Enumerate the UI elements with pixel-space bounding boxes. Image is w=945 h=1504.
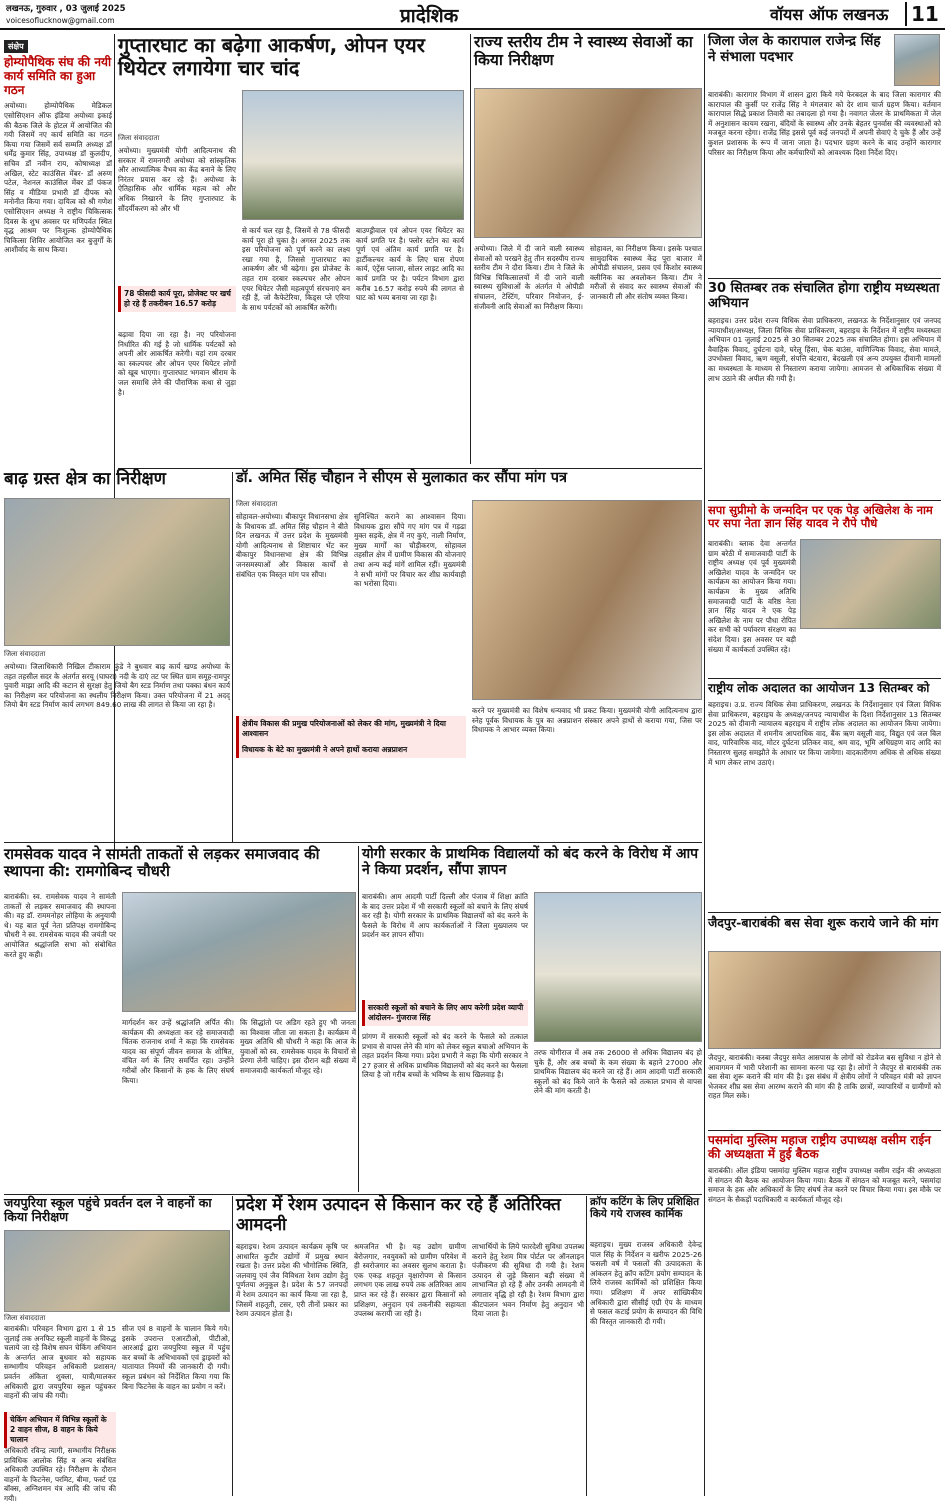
bus-body: जैदपुर, बाराबंकी। कस्बा जैदपुर समेत आसपास के लोगों को रोडवेज बस सुविधा न होने से आवागमन में भारी परेशानी का सामना करना पड़ रहा है। लोगों ने जैदपुर से बाराबंकी तक बस सेवा शुरू कराने की मांग की है। इस संबंध में क्षेत्रीय लोगों ने परिवहन मंत्री को ज्ञापन भेजकर शीघ्र बस सेवा आरम्भ कराने की मांग की है ताकि छात्रों, व्यापारियों व ग्रामीणों को राहत मिल सके। bbox=[708, 1053, 941, 1101]
resham-article bbox=[236, 1196, 584, 1496]
jaipuria-headline: जयपुरिया स्कूल पहुंचे प्रवर्तन दल ने वाहनों का किया निरीक्षण bbox=[4, 1195, 212, 1225]
aap-body-2: प्रांगण में सरकारी स्कूलों को बंद करने के फैसले को तत्काल प्रभाव से वापस लेने की मांग को लेकर स्कूल बचाओ अभियान के तहत प्रदर्शन किया गया। प्रदेश प्रभारी ने कहा कि योगी सरकार ने 27 हजार से अधिक प्राथमिक विद्यालयों को बंद करने का फैसला लिया है जो गरीब बच्चों के भविष्य के साथ खिलवाड़ है। bbox=[362, 1032, 528, 1080]
brief-column bbox=[4, 34, 112, 489]
page-number: 11 bbox=[905, 2, 939, 26]
resham-headline: प्रदेश में रेशम उत्पादन से किसान कर रहे हैं अतिरिक्त आमदनी bbox=[236, 1195, 561, 1235]
pasmanda-article bbox=[708, 1130, 941, 1496]
guptar-body-3: से कार्य चल रहा है, जिसमें से 78 फीसदी कार्य पूरा हो चुका है। अगस्त 2025 तक इस परियोजना को पूर्ण करने का लक्ष्य रखा गया है, जिससे गुप्तारघाट का आकर्षण और भी बढ़ेगा। इस प्रोजेक्ट के तहत राम दरबार स्कल्पचर और ओपन एयर थियेटर जैसी महत्वपूर्ण संरचनाएं बन रही हैं, जो कैफेटेरिया, किड्स प्ले एरिया के साथ पर्यटकों को आकर्षित करेंगी। bbox=[242, 226, 350, 312]
mediation-headline: 30 सितम्बर तक संचालित होगा राष्ट्रीय मध्यस्थता अभियान bbox=[708, 281, 940, 311]
guptar-dateline: जिला संवाददाता bbox=[118, 134, 160, 142]
aap-photo bbox=[534, 892, 702, 1042]
lokadalat-body: बहराइच। उ.प्र. राज्य विधिक सेवा प्राधिकरण, लखनऊ के निर्देशानुसार एवं जिला विधिक सेवा प्राधिकरण, बहराइच के अध्यक्ष/जनपद न्यायाधीश के दिशा निर्देशानुसार 13 सितम्बर 2025 को दीवानी न्यायालय बहराइच में राष्ट्रीय लोक अदालत का आयोजन किया जायेगा। इस लोक अदालत में शमनीय आपराधिक वाद, बैंक ऋण वसूली वाद, विद्युत एवं जल बिल वाद, पारिवारिक वाद, मोटर दुर्घटना प्रतिकर वाद, श्रम वाद, भूमि अधिग्रहण वाद आदि का निस्तारण सुलह समझौते के आधार पर किया जायेगा। वादकारीगण अधिक से अधिक संख्या में भाग लेकर लाभ उठाएं। bbox=[708, 700, 941, 767]
paper-name: वॉयस ऑफ लखनऊ bbox=[770, 5, 889, 24]
jaipuria-body-2: अधिकारी रविन्द्र त्यागी, सम्भागीय निरीक्षक प्राविधिक आलोक सिंह व अन्य संबंधित अधिकारी उपस्थित रहे। निरीक्षण के दौरान वाहनों के फिटनेस, परमिट, बीमा, फर्स्ट एड बॉक्स, अग्निशमन यंत्र आदि की जांच की गयी। bbox=[4, 1446, 116, 1503]
guptar-headline: गुप्तारघाट का बढ़ेगा आकर्षण, ओपन एयर थियेटर लगायेगा चार चांद bbox=[118, 33, 425, 80]
brief-headline: होम्योपैथिक संघ की नयी कार्य समिति का हुआ गठन bbox=[4, 55, 112, 97]
crop-body: बहराइच। मुख्य राजस्व अधिकारी देवेन्द्र पाल सिंह के निर्देशन व खरीफ 2025-26 फसली वर्ष में फसलों की उत्पादकता के आंकलन हेतु क्रॉप कटिंग प्रयोग सम्पादन के लिये राजस्व कार्मिकों को प्रशिक्षित किया गया। प्रशिक्षण में अपर सांख्यिकीय अधिकारी द्वारा सीसीई एग्री ऐप के माध्यम से फसल कटाई प्रयोग के सम्पादन की विधि की विस्तृत जानकारी दी गयी। bbox=[590, 1240, 702, 1326]
samajwad-photo bbox=[122, 892, 356, 1012]
guptar-body-2: बढ़ावा दिया जा रहा है। नए परियोजना निर्धारित की गई है जो धार्मिक पर्यटकों को अपनी ओर आकर्षित करेगी। यहां राम दरबार का स्कल्पचर और ओपन एयर थियेटर लोगों को खूब भाएगा। गुप्तारघाट भगवान श्रीराम के जल समाधि लेने की पौराणिक कथा से जुड़ा है। bbox=[118, 330, 236, 397]
bus-article bbox=[708, 912, 941, 1126]
amit-callout-1: क्षेत्रीय विकास की प्रमुख परियोजनाओं को लेकर की मांग, मुख्यमंत्री ने दिया आश्वासन bbox=[236, 716, 466, 742]
amit-dateline: जिला संवाददाता bbox=[236, 500, 278, 508]
aap-body-3: तरफ योगीराज में अब तक 26000 से अधिक विद्यालय बंद हो चुके हैं, और अब बच्चों के कम संख्या के बहाने 27000 और प्राथमिक विद्यालय बंद करने जा रहे हैं। आम आदमी पार्टी सरकारी स्कूलों को बंद किये जाने के फैसले को तत्काल प्रभाव से वापस लेने की मांग करती है। bbox=[534, 1048, 702, 1096]
jail-officer-photo bbox=[894, 34, 940, 86]
crop-article bbox=[590, 1196, 702, 1496]
flood-photo bbox=[4, 498, 230, 646]
jaipuria-body-1: बाराबंकी। परिवहन विभाग द्वारा 1 से 15 जुलाई तक अनफिट स्कूली वाहनों के विरुद्ध चलाये जा रहे विशेष सघन चेकिंग अभियान के अन्तर्गत आज बुधवार को सहायक सम्भागीय परिवहन अधिकारी प्रशासन/प्रवर्तन अंकिता शुक्ला, यात्री/मालकर अधिकारी द्वारा जयपुरिया स्कूल पहुंचकर वाहनों की जांच की गयी। bbox=[4, 1324, 116, 1401]
aap-body-1: बाराबंकी। आम आदमी पार्टी दिल्ली और पंजाब में शिक्षा क्रांति के बाद उत्तर प्रदेश में भी सरकारी स्कूलों को बचाने के लिए संघर्ष कर रही है। योगी सरकार के प्राथमिक विद्यालयों को बंद करने के फैसले के विरोध में आप कार्यकर्ताओं ने जिला मुख्यालय पर प्रदर्शन कर ज्ञापन सौंपा। bbox=[362, 892, 528, 940]
sapa-article bbox=[708, 500, 941, 672]
flood-article bbox=[4, 470, 230, 840]
guptar-article bbox=[118, 34, 468, 469]
brief-tag: संक्षेप bbox=[4, 40, 28, 53]
lokadalat-article bbox=[708, 678, 941, 908]
bus-headline: जैदपुर-बाराबंकी बस सेवा शुरू कराये जाने की मांग bbox=[708, 915, 939, 930]
jaipuria-article bbox=[4, 1195, 230, 1503]
health-photo bbox=[474, 88, 702, 238]
pasmanda-body: बाराबंकी। ऑल इंडिया पसमांदा मुस्लिम महाज राष्ट्रीय उपाध्यक्ष वसीम राईन की अध्यक्षता में संगठन की बैठक का आयोजन किया गया। बैठक में संगठन को मजबूत करने, पसमांदा समाज के हक और अधिकारों के लिए संघर्ष तेज करने पर विचार किया गया। इस मौके पर संगठन के सैकड़ों पदाधिकारी व कार्यकर्ता मौजूद रहे। bbox=[708, 1166, 941, 1204]
resham-body-3: लाभार्थियों के लिये फारदेशी सुविधा उपलब्ध कराने हेतु रेशम मित्र पोर्टल पर ऑनलाइन पंजीकरण की सुविधा दी गयी है। रेशम उत्पादन से जुड़े किसान बड़ी संख्या में लाभान्वित हो रहे हैं और उनकी आमदनी में लगातार वृद्धि हो रही है। रेशम विभाग द्वारा कीटपालन भवन निर्माण हेतु अनुदान भी दिया जाता है। bbox=[472, 1242, 584, 1319]
guptar-body-4: बाउण्ड्रीवाल एवं ओपन एयर थियेटर का कार्य प्रगति पर है। फ्लोर स्टोन का कार्य पूर्ण एवं अंतिम कार्य प्रगति पर है। हार्टीकल्चर कार्य के लिए घास रोपण कार्य, एंट्रेंस प्लाजा, सोलर लाइट आदि का कार्य प्रगति पर है। पर्यटन विभाग द्वारा करीब 16.57 करोड़ रुपये की लागत से घाट को भव्य बनाया जा रहा है। bbox=[356, 226, 464, 303]
jail-article bbox=[708, 34, 941, 274]
email: voicesoflucknow@gmail.com bbox=[6, 16, 115, 25]
health-body-1: अयोध्या। जिले में दी जाने वाली स्वास्थ्य सेवाओं को परखने हेतु तीन सदस्यीय राज्य स्तरीय टीम ने दौरा किया। टीम ने जिले के विभिन्न चिकित्सालयों में दी जाने वाली स्वास्थ्य सुविधाओं के अंतर्गत मे ओपीडी संचालन, टेस्टिंग, परिवार नियोजन, ई-संजीवनी आदि सेवाओं का निरीक्षण किया। bbox=[474, 244, 584, 311]
aap-article bbox=[362, 846, 702, 1192]
amit-article bbox=[236, 470, 702, 840]
amit-body-1: सोहावल-अयोध्या। बीकापुर विधानसभा क्षेत्र के विधायक डॉ. अमित सिंह चौहान ने बीते दिन लखनऊ में उत्तर प्रदेश के मुख्यमंत्री योगी आदित्यनाथ से शिष्टाचार भेंट कर बीकापुर विधानसभा क्षेत्र की विभिन्न जनसमस्याओं और विकास कार्यों से संबंधित एक विस्तृत मांग पत्र सौंपा। bbox=[236, 512, 348, 579]
jaipuria-photo bbox=[4, 1230, 230, 1312]
flood-caption: जिला संवाददाता bbox=[4, 650, 46, 658]
resham-body-2: श्रमजनित भी है। यह उद्योग ग्रामीण बेरोजगार, नवयुवकों को ग्रामीण परिवेश में ही स्वरोजगार का अवसर सुलभ कराता है। एक एकड़ शहतूत वृक्षारोपण से किसान लगभग एक लाख रुपये तक अतिरिक्त आय प्राप्त कर रहे हैं। सरकार द्वारा किसानों को प्रशिक्षण, अनुदान एवं तकनीकी सहायता उपलब्ध करायी जा रही है। bbox=[354, 1242, 466, 1319]
sapa-photo bbox=[800, 539, 941, 629]
section-title: प्रादेशिक bbox=[400, 5, 459, 27]
jaipuria-caption: जिला संवाददाता bbox=[4, 1314, 46, 1322]
jail-body: बाराबंकी। कारागार विभाग में शासन द्वारा किये गये फेरबदल के बाद जिला कारागार की कारापाल की कुर्सी पर राजेंद्र सिंह ने मंगलवार को देर शाम चार्ज ग्रहण किया। वर्तमान कारापाल सिद्धे प्रकाश तिवारी का तबादला हो गया है। नवागत जेलर के प्राथमिकता में जेल में अनुशासन कायम रखना, बंदियों के स्वास्थ्य और उनके बेहतर पुनर्वास की व्यवस्थाओं को मजबूत करना रहेगा। राजेंद्र सिंह इससे पूर्व कई जनपदों में अपनी सेवाएं दे चुके हैं और उन्हें कुशल प्रशासक के रूप में जाना जाता है। पदभार ग्रहण करने के बाद उन्होंने कारागार परिसर का निरीक्षण किया और कर्मचारियों को आवश्यक दिशा निर्देश दिए। bbox=[708, 90, 941, 157]
amit-body-2: सुनिश्चित कराने का आश्वासन दिया। विधायक द्वारा सौंपे गए मांग पत्र में गड़ढा मुक्त सड़कें, क्षेत्र में नए कुएं, नाली निर्माण, मुख्य मार्गों का चौड़ीकरण, सोहावल तहसील क्षेत्र में ग्रामीण विकास की योजनाएं तथा अन्य कई मांगें शामिल रहीं। मुख्यमंत्री ने सभी मांगों पर विचार कर शीघ्र कार्यवाही का भरोसा दिया। bbox=[354, 512, 466, 589]
jaipuria-callout: चेकिंग अभियान में विभिन्न स्कूलों के 2 वाहन सीज, 8 वाहन के किये चालान bbox=[4, 1412, 116, 1448]
crop-headline: क्रॉप कटिंग के लिए प्रशिक्षित किये गये राजस्व कार्मिक bbox=[590, 1196, 700, 1221]
brief-body: अयोध्या। होम्योपैथिक मेडिकल एसोसिएशन ऑफ इंडिया अयोध्या इकाई की बैठक जिले के होटल में आयोजित की गयी जिसमें नए कार्य समिति का गठन किया गया जिसमें सर्व सम्मति अध्यक्ष डॉ धर्मेंद्र कुमार सिंह, उपाध्यक्ष डॉ कुलदीप, सचिव डॉ नवीन राय, कोषाध्यक्ष डॉ अखिल, स्टेट काउंसिल मेंबर- डॉ अरुण पटेल, नेशनल काउंसिल मेंबर डॉ पंकज सिंह व मीडिया प्रभारी डॉ दीपक को मनोनीत किया गया। दायित्व को श्री गणेश एसोसिएशन अध्यक्ष ने राष्ट्रीय चिकित्सक दिवस के शुभ अवसर पर मणिपर्वत स्थित वृद्ध आश्रम पर निःशुल्क होम्योपैथिक चिकित्सा शिविर आयोजित कर बुजुर्गों के आशीर्वाद के साथ किया। bbox=[4, 101, 112, 255]
date-line: लखनऊ, गुरुवार , 03 जुलाई 2025 bbox=[6, 4, 126, 14]
health-body-2: सोहावल, का निरीक्षण किया। इसके पश्चात सामुदायिक स्वास्थ्य केंद्र पूरा बाजार में ओपीडी संचालन, प्रसव एवं किशोर स्वास्थ्य क्लीनिक का अवलोकन किया। टीम ने मरीजों से संवाद कर स्वास्थ्य सेवाओं की जानकारी ली और संतोष व्यक्त किया। bbox=[590, 244, 702, 301]
jaipuria-body-3: सीज एवं 8 वाहनों के चालान किये गये। इसके उपरान्त एआरटीओ, पीटीओ, आरआई द्वारा जयपुरिया स्कूल में पहुंच कर बच्चों के अभिभावकों एवं ड्राइवरों को यातायात नियमों की जानकारी दी गयी। स्कूल प्रबंधन को निर्देशित किया गया कि बिना फिटनेस के वाहन का प्रयोग न करें। bbox=[122, 1324, 230, 1391]
samajwad-body-3: कि सिद्धांतो पर अडिग रहते हुए भी जनता का विश्वास जीता जा सकता है। कार्यक्रम में मुख्य अतिथि श्री चौधरी ने कहा कि आज के युवाओं को स्व. रामसेवक यादव के विचारों से प्रेरणा लेनी चाहिए। इस दौरान बड़ी संख्या में समाजवादी कार्यकर्ता मौजूद रहे। bbox=[240, 1018, 356, 1075]
lokadalat-headline: राष्ट्रीय लोक अदालत का आयोजन 13 सितम्बर को bbox=[708, 681, 930, 695]
mediation-body: बहराइच। उत्तर प्रदेश राज्य विधिक सेवा प्राधिकरण, लखनऊ के निर्देशानुसार एवं जनपद न्यायाधीश/अध्यक्ष, जिला विधिक सेवा प्राधिकरण, बहराइच के निर्देशन में राष्ट्रीय मध्यस्थता अभियान 01 जुलाई 2025 से 30 सितम्बर 2025 तक संचालित होगा। इस अभियान में वैवाहिक विवाद, दुर्घटना दावे, घरेलू हिंसा, चेक बाउंस, वाणिज्यिक विवाद, सेवा मामले, उपभोक्ता विवाद, ऋण वसूली, संपत्ति बंटवारा, बेदखली एवं अन्य उपयुक्त दीवानी मामलों का मध्यस्थता के माध्यम से निस्तारण कराया जायेगा। आमजन से अधिकाधिक संख्या में लाभ उठाने की अपील की गयी है। bbox=[708, 316, 941, 383]
samajwad-body-2: मार्गदर्शन कर उन्हें श्रद्धांजलि अर्पित की। कार्यक्रम की अध्यक्षता कर रहे समाजवादी चिंतक राजनाथ शर्मा ने कहा कि रामसेवक यादव का संपूर्ण जीवन समाज के शोषित, वंचित वर्ग के लिए समर्पित रहा। उन्होंने गरीबों और किसानों के हक के लिए संघर्ष किया। bbox=[122, 1018, 234, 1085]
amit-body-3: करने पर मुख्यमंत्री का विशेष धन्यवाद भी प्रकट किया। मुख्यमंत्री योगी आदित्यनाथ द्वारा स्नेह पूर्वक विधायक के पुत्र का अन्नप्राशन संस्कार अपने हाथों से कराया गया, जिस पर विधायक ने आभार व्यक्त किया। bbox=[472, 706, 702, 735]
health-headline: राज्य स्तरीय टीम ने स्वास्थ्य सेवाओं का किया निरीक्षण bbox=[474, 33, 693, 69]
health-article bbox=[474, 34, 702, 469]
aap-callout: सरकारी स्कूलों को बचाने के लिए आप करेगी प्रदेश व्यापी आंदोलन- गुंजराज सिंह bbox=[362, 1000, 528, 1026]
sapa-body: बाराबंकी। ब्लाक देवा अन्तर्गत ग्राम बरेठी में समाजवादी पार्टी के राष्ट्रीय अध्यक्ष एवं पूर्व मुख्यमंत्री अखिलेश यादव के जन्मदिन पर कार्यक्रम का आयोजन किया गया। कार्यक्रम के मुख्य अतिथि समाजवादी पार्टी के वरिष्ठ नेता ज्ञान सिंह यादव ने एक पेड़ अखिलेश के नाम पर पौधा रोपित कर सभी को पर्यावरण संरक्षण का संदेश दिया। इस अवसर पर बड़ी संख्या में कार्यकर्ता उपस्थित रहे। bbox=[708, 539, 796, 654]
amit-photo bbox=[472, 500, 702, 700]
mediation-article bbox=[708, 278, 941, 496]
flood-headline: बाढ़ ग्रस्त क्षेत्र का निरीक्षण bbox=[4, 469, 166, 489]
samajwad-headline: रामसेवक यादव ने सामंती ताकतों से लड़कर समाजवाद की स्थापना की: रामगोबिन्द चौधरी bbox=[4, 845, 320, 881]
sapa-headline: सपा सुप्रीमो के जन्मदिन पर एक पेड़ अखिलेश के नाम पर सपा नेता ज्ञान सिंह यादव ने रौपे पौधे bbox=[708, 503, 933, 531]
flood-body: अयोध्या। जिलाधिकारी निखिल टीकाराम फुंडे ने बुधवार बाढ़ कार्य खण्ड अयोध्या के तहत तहसील सदर के अंतर्गत सरयू (घाघरा) नदी के दाएं तट पर स्थित ग्राम समूह-रामपुर पुवारी माझा आदि की कटान से सुरक्षा हेतु जियो बैग स्टड निर्माण तथा पक्का बंधन कार्य का निरीक्षण कर परियोजना का स्थलीय निरीक्षण किया। उक्त परियोजना में 21 अदद् जियो बैग स्टड निर्माण कार्य लगभग 849.60 लाख की लागत से किया जा रहा है। bbox=[4, 662, 230, 710]
samajwad-article bbox=[4, 846, 356, 1192]
guptar-callout: 78 फीसदी कार्य पूरा, प्रोजेक्ट पर खर्च हो रहे हैं तकरीबन 16.57 करोड़ bbox=[118, 286, 236, 324]
guptar-body-1: अयोध्या। मुख्यमंत्री योगी आदित्यनाथ की सरकार में रामनगरी अयोध्या को सांस्कृतिक और आध्यात्मिक वैभव का केंद्र बनाने के लिए निरंतर प्रयास कर रहे हैं। अयोध्या के ऐतिहासिक और धार्मिक महत्व को और अधिक निखारने के लिए गुप्तारघाट के सौंदर्यीकरण को और भी bbox=[118, 146, 236, 213]
amit-callout-2: विधायक के बेटे का मुख्यमंत्री ने अपने हाथों कराया अन्नप्राशन bbox=[236, 742, 466, 758]
guptar-photo bbox=[242, 90, 464, 220]
pasmanda-headline: पसमांदा मुस्लिम महाज राष्ट्रीय उपाध्यक्ष वसीम राईन की अध्यक्षता में हुई बैठक bbox=[708, 1133, 931, 1161]
samajwad-body-1: बाराबंकी। स्व. रामसेवक यादव ने सामंती ताकतों से लड़कर समाजवाद की स्थापना की। वह डॉ. राममनोहर लोहिया के अनुयायी थे। यह बात पूर्व नेता प्रतिपक्ष रामगोबिन्द चौधरी ने स्व. रामसेवक यादव की जयंती पर आयोजित श्रद्धांजलि सभा को संबोधित करते हुए कही। bbox=[4, 892, 116, 959]
masthead bbox=[0, 0, 945, 30]
resham-body-1: बहराइच। रेशम उत्पादन कार्यक्रम कृषि पर आधारित कुटीर उद्योगों में प्रमुख स्थान रखता है। उत्तर प्रदेश की भौगोलिक स्थिति, जलवायु एवं जैव विविधता रेशम उद्योग हेतु पूर्णतया अनुकूल है। प्रदेश के 57 जनपदों में रेशम उत्पादन का कार्य किया जा रहा है, जिसमें शहतूती, टसर, एरी तीनों प्रकार का रेशम उत्पादन होता है। bbox=[236, 1242, 348, 1319]
bus-photo bbox=[708, 951, 941, 1049]
jail-headline: जिला जेल के कारापाल राजेन्द्र सिंह ने संभाला पदभार bbox=[708, 33, 881, 65]
aap-headline: योगी सरकार के प्राथमिक विद्यालयों को बंद करने के विरोध में आप ने किया प्रदर्शन, सौंपा ज्ञापन bbox=[362, 846, 699, 879]
amit-headline: डॉ. अमित सिंह चौहान ने सीएम से मुलाकात कर सौंपा मांग पत्र bbox=[236, 470, 567, 486]
